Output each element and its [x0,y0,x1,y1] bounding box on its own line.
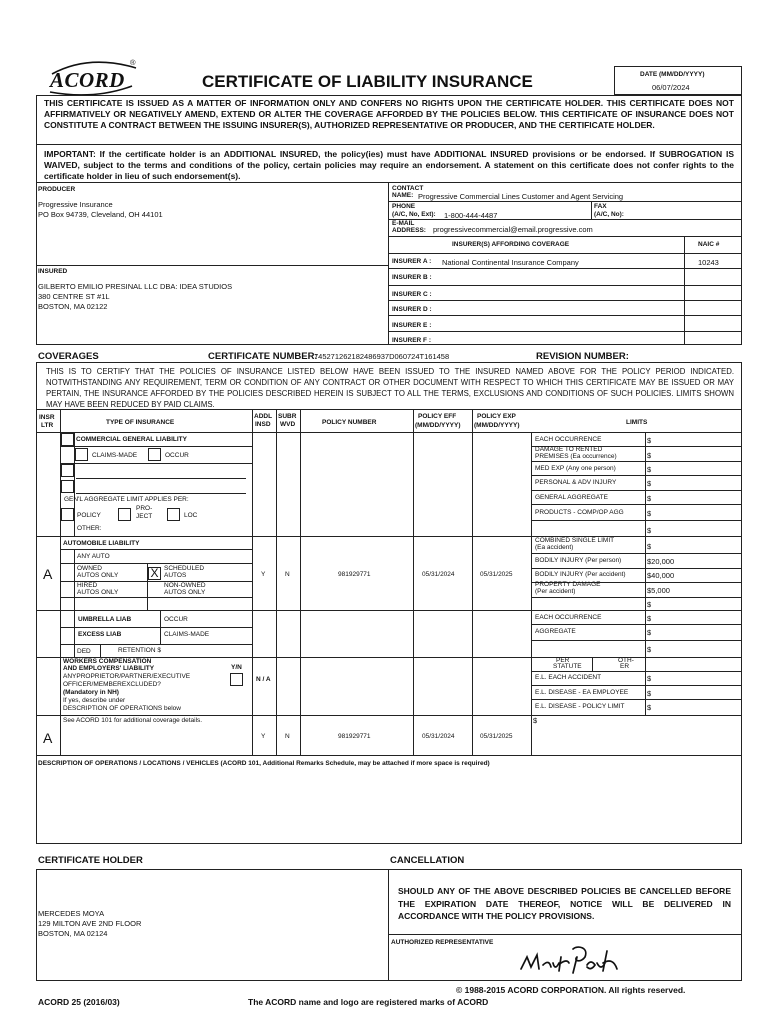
limit-property-damage-2: (Per accident) [535,588,576,595]
workers-line-5: DESCRIPTION OF OPERATIONS below [63,705,181,712]
contact-label: CONTACT [392,185,424,192]
workers-yn-checkbox[interactable] [230,673,243,686]
workers-title-2: AND EMPLOYERS' LIABILITY [63,665,155,672]
acord-marks: The ACORD name and logo are registered marks of ACORD [248,997,489,1007]
th-addl: ADDL [254,413,273,420]
workers-line-2: OFFICER/MEMBEREXCLUDED? [63,681,161,688]
producer-address: PO Box 94739, Cleveland, OH 44101 [38,210,163,219]
umbrella-liab-label: UMBRELLA LIAB [78,616,132,623]
gen-agg-label: GEN'L AGGREGATE LIMIT APPLIES PER: [64,496,189,503]
acord-logo [44,58,144,98]
limit-property-damage-value: $5,000 [647,586,670,595]
date-value: 06/07/2024 [652,83,690,92]
limit-products: PRODUCTS - COMP/OP AGG [535,509,624,516]
fax-label: FAX [594,203,607,210]
limit-bi-accident-value: $40,000 [647,571,675,580]
contact-name-label: NAME: [392,192,414,199]
insurer-b-label: INSURER B : [392,274,432,281]
other-label: OTHER: [77,525,102,532]
owned-label: OWNED [77,565,102,572]
umbrella-occur-label: OCCUR [164,616,188,623]
form-number: ACORD 25 (2016/03) [38,997,120,1007]
auto-subr: N [285,571,290,578]
excess-liab-label: EXCESS LIAB [78,631,122,638]
th-exp: POLICY EXP [477,413,516,420]
workers-title-1: WORKERS COMPENSATION [63,658,152,665]
certificate-number: 745271262182486937D060724T161458 [314,352,450,361]
producer-insurer-frame [36,183,742,345]
nonowned-label: NON-OWNED [164,582,206,589]
auto-insurer-letter: A [43,566,53,582]
th-policy-number: POLICY NUMBER [322,419,377,426]
copyright: © 1988-2015 ACORD CORPORATION. All rights reserved. [456,985,686,995]
additional-policy-number: 981929771 [338,733,371,740]
cgl-blank-checkbox-1[interactable] [61,464,74,477]
loc-checkbox[interactable] [167,508,180,521]
additional-eff-date: 05/31/2024 [422,733,455,740]
additional-addl: Y [261,733,266,740]
limit-umbrella-aggregate: AGGREGATE [535,628,576,635]
limit-el-disease-policy-value: $ [647,703,652,712]
limit-general-aggregate-value: $ [647,494,652,503]
limit-bi-person: BODILY INJURY (Per person) [535,557,622,564]
th-exp-fmt: (MM/DD/YYYY) [474,422,520,429]
fax-sub: (A/C, No): [594,211,624,218]
limit-el-disease-employee: E.L. DISEASE - EA EMPLOYEE [535,689,629,696]
owned-label-2: AUTOS ONLY [77,572,119,579]
limit-personal-adv-value: $ [647,479,652,488]
certificate-number-label: CERTIFICATE NUMBER: [208,351,318,362]
cancellation-label: CANCELLATION [390,855,465,866]
th-wvd: WVD [280,421,296,428]
logo-text: ACORD [50,68,125,92]
auto-exp-date: 05/31/2025 [480,571,513,578]
th-eff: POLICY EFF [418,413,457,420]
phone-value: 1-800-444-4487 [444,211,498,220]
auto-eff-date: 05/31/2024 [422,571,455,578]
hired-label: HIRED [77,582,98,589]
claims-made-label: CLAIMS-MADE [92,452,138,459]
limit-general-aggregate: GENERAL AGGREGATE [535,494,608,501]
th-eff-fmt: (MM/DD/YYYY) [415,422,461,429]
policy-label: POLICY [77,512,101,519]
limit-combined-single-value: $ [647,542,652,551]
email-label: E-MAIL [392,220,415,227]
limit-damage-rented: DAMAGE TO RENTED [535,446,603,453]
workers-na: N / A [256,676,271,683]
workers-line-1: ANYPROPRIETOR/PARTNER/EXECUTIVE [63,673,191,680]
certificate-holder-label: CERTIFICATE HOLDER [38,855,143,866]
statute-label: STATUTE [553,663,582,670]
additional-exp-date: 05/31/2025 [480,733,513,740]
limit-umbrella-aggregate-value: $ [647,628,652,637]
retention-label: RETENTION $ [118,647,161,654]
limit-products-value: $ [647,509,652,518]
disclaimer-text: THIS CERTIFICATE IS ISSUED AS A MATTER OF INFORMATION ONLY AND CONFERS NO RIGHTS UPON THE CERTIFICATE HOLDER. THIS CERTIFICATE DOES NOT AFFIRMATIVELY OR NEGATIVELY AMEND, EXTEND OR ALTER THE COVERAGE AFFORDED BY THE POLICIES BELOW. THIS CERTIFICATE OF INSURANCE DOES NOT CONSTITUTE A CONTRACT BETWEEN THE ISSUING INSURER(S), AUTHORIZED REPRESENTATIVE OR PRODUCER, AND THE CERTIFICATE HOLDER. [44,98,734,131]
producer-name: Progressive Insurance [38,200,113,209]
email-value: progressivecommercial@email.progressive.com [433,225,593,234]
th-insd: INSD [255,421,271,428]
registered-mark: ® [130,58,136,67]
insurer-a-naic: 10243 [698,258,719,267]
authorized-rep-label: AUTHORIZED REPRESENTATIVE [391,939,494,946]
th-insr: INSR [39,414,55,421]
occur-label: OCCUR [165,452,189,459]
occur-checkbox[interactable] [148,448,161,461]
th-limits: LIMITS [626,419,648,426]
insurer-a-name: National Continental Insurance Company [442,258,579,267]
limit-umbrella-each-occurrence-value: $ [647,614,652,623]
insured-line3: BOSTON, MA 02122 [38,302,108,311]
insurer-c-label: INSURER C : [392,291,432,298]
ded-label: DED [77,648,91,655]
limit-combined-single-2: (Ea accident) [535,544,574,551]
limit-damage-rented-2: PREMISES (Ea occurrence) [535,453,617,460]
additional-note: See ACORD 101 for additional coverage details. [63,717,203,724]
claims-made-checkbox[interactable] [75,448,88,461]
limit-damage-rented-value: $ [647,451,652,460]
limit-el-disease-policy: E.L. DISEASE - POLICY LIMIT [535,703,625,710]
limit-each-occurrence-value: $ [647,436,652,445]
insurer-f-label: INSURER F : [392,337,431,344]
cgl-title: COMMERCIAL GENERAL LIABILITY [76,436,187,443]
phone-sub: (A/C, No, Ext): [392,211,436,218]
holder-line2: 129 MILTON AVE 2ND FLOOR [38,919,142,928]
limit-el-each-accident-value: $ [647,674,652,683]
auto-addl: Y [261,571,266,578]
umbrella-claims-made-label: CLAIMS-MADE [164,631,210,638]
limit-bi-person-value: $20,000 [647,557,675,566]
limit-each-occurrence: EACH OCCURRENCE [535,436,602,443]
cgl-checkbox[interactable] [61,433,74,446]
scheduled-autos-checkbox[interactable]: X [148,567,161,580]
insurer-d-label: INSURER D : [392,306,432,313]
auto-title: AUTOMOBILE LIABILITY [63,540,140,547]
signature [515,943,625,979]
insurer-a-label: INSURER A : [392,258,432,265]
oth-label: OTH- [618,657,634,664]
additional-subr: N [285,733,290,740]
address-label: ADDRESS: [392,227,426,234]
loc-label: LOC [184,512,198,519]
workers-line-3: (Mandatory in NH) [63,689,119,696]
pro-label: PRO- [136,505,153,512]
phone-label: PHONE [392,203,416,210]
page-title: CERTIFICATE OF LIABILITY INSURANCE [202,72,533,91]
er-label: ER [620,663,630,670]
date-label: DATE (MM/DD/YYYY) [640,71,705,78]
th-type: TYPE OF INSURANCE [106,419,175,426]
contact-name: Progressive Commercial Lines Customer and Agent Servicing [418,192,624,201]
revision-number-label: REVISION NUMBER: [536,351,629,362]
limit-el-each-accident: E.L. EACH ACCIDENT [535,674,602,681]
additional-limit-value: $ [533,716,538,725]
certify-text: THIS IS TO CERTIFY THAT THE POLICIES OF INSURANCE LISTED BELOW HAVE BEEN ISSUED TO THE INSURED NAMED ABOVE FOR THE POLICY PERIOD INDICATED. NOTWITHSTANDING ANY REQUIREMENT, TERM OR CONDITION OF ANY CONTRACT OR OTHER DOCUMENT WITH RESPECT TO WHICH THIS CERTIFICATE MAY BE ISSUED OR MAY PERTAIN, THE INSURANCE AFFORDED BY THE POLICIES DESCRIBED HEREIN IS SUBJECT TO ALL THE TERMS, EXCLUSIONS AND CONDITIONS OF SUCH POLICIES. LIMITS SHOWN MAY HAVE BEEN REDUCED BY PAID CLAIMS. [46,367,734,409]
holder-line1: MERCEDES MOYA [38,909,105,918]
th-subr: SUBR [278,413,297,420]
workers-yn: Y/N [231,664,242,671]
description-box [36,756,742,844]
th-ltr: LTR [41,422,54,429]
limit-property-damage: PROPERTY DAMAGE [535,581,601,588]
limit-combined-single: COMBINED SINGLE LIMIT [535,537,615,544]
cancellation-text: SHOULD ANY OF THE ABOVE DESCRIBED POLICIES BE CANCELLED BEFORE THE EXPIRATION DATE THEREOF, NOTICE WILL BE DELIVERED IN ACCORDANCE WITH THE POLICY PROVISIONS. [398,886,731,921]
nonowned-label-2: AUTOS ONLY [164,589,206,596]
holder-line3: BOSTON, MA 02124 [38,929,108,938]
insured-line2: 380 CENTRE ST #1L [38,292,110,301]
limit-el-disease-employee-value: $ [647,689,652,698]
insured-label: INSURED [38,268,68,275]
per-label: PER [556,657,570,664]
cgl-blank-checkbox-2[interactable] [61,480,74,493]
producer-label: PRODUCER [38,186,76,193]
description-label: DESCRIPTION OF OPERATIONS / LOCATIONS / VEHICLES (ACORD 101, Additional Remarks Schedule, may be attached if more space is required) [38,760,490,767]
important-text: IMPORTANT: If the certificate holder is an ADDITIONAL INSURED, the policy(ies) must have ADDITIONAL INSURED provisions or be endorsed. If SUBROGATION IS WAIVED, subject to the terms and conditions of the policy, certain policies may require an endorsement. A statement on this certificate does not confer rights to the certificate holder in lieu of such endorsement(s). [44,149,734,182]
coverages-label: COVERAGES [38,351,99,362]
insurer-e-label: INSURER E : [392,322,432,329]
hired-label-2: AUTOS ONLY [77,589,119,596]
workers-line-4: If yes, describe under [63,697,126,704]
limit-bi-accident: BODILY INJURY (Per accident) [535,571,626,578]
limit-cgl-blank-value: $ [647,526,652,535]
insurers-header: INSURER(S) AFFORDING COVERAGE [452,241,570,248]
ject-label: JECT [136,513,153,520]
additional-insurer-letter: A [43,730,53,746]
limit-med-exp: MED EXP (Any one person) [535,465,616,472]
naic-header: NAIC # [698,241,720,248]
scheduled-label: SCHEDULED [164,565,205,572]
limit-med-exp-value: $ [647,465,652,474]
limit-umbrella-blank-value: $ [647,645,652,654]
limit-umbrella-each-occurrence: EACH OCCURRENCE [535,614,602,621]
insured-line1: GILBERTO EMILIO PRESINAL LLC DBA: IDEA STUDIOS [38,282,233,291]
any-auto-label: ANY AUTO [77,553,110,560]
auto-policy-number: 981929771 [338,571,371,578]
scheduled-label-2: AUTOS [164,572,187,579]
limit-personal-adv: PERSONAL & ADV INJURY [535,479,617,486]
policy-checkbox[interactable] [61,508,74,521]
limit-auto-blank-value: $ [647,600,652,609]
project-checkbox[interactable] [118,508,131,521]
